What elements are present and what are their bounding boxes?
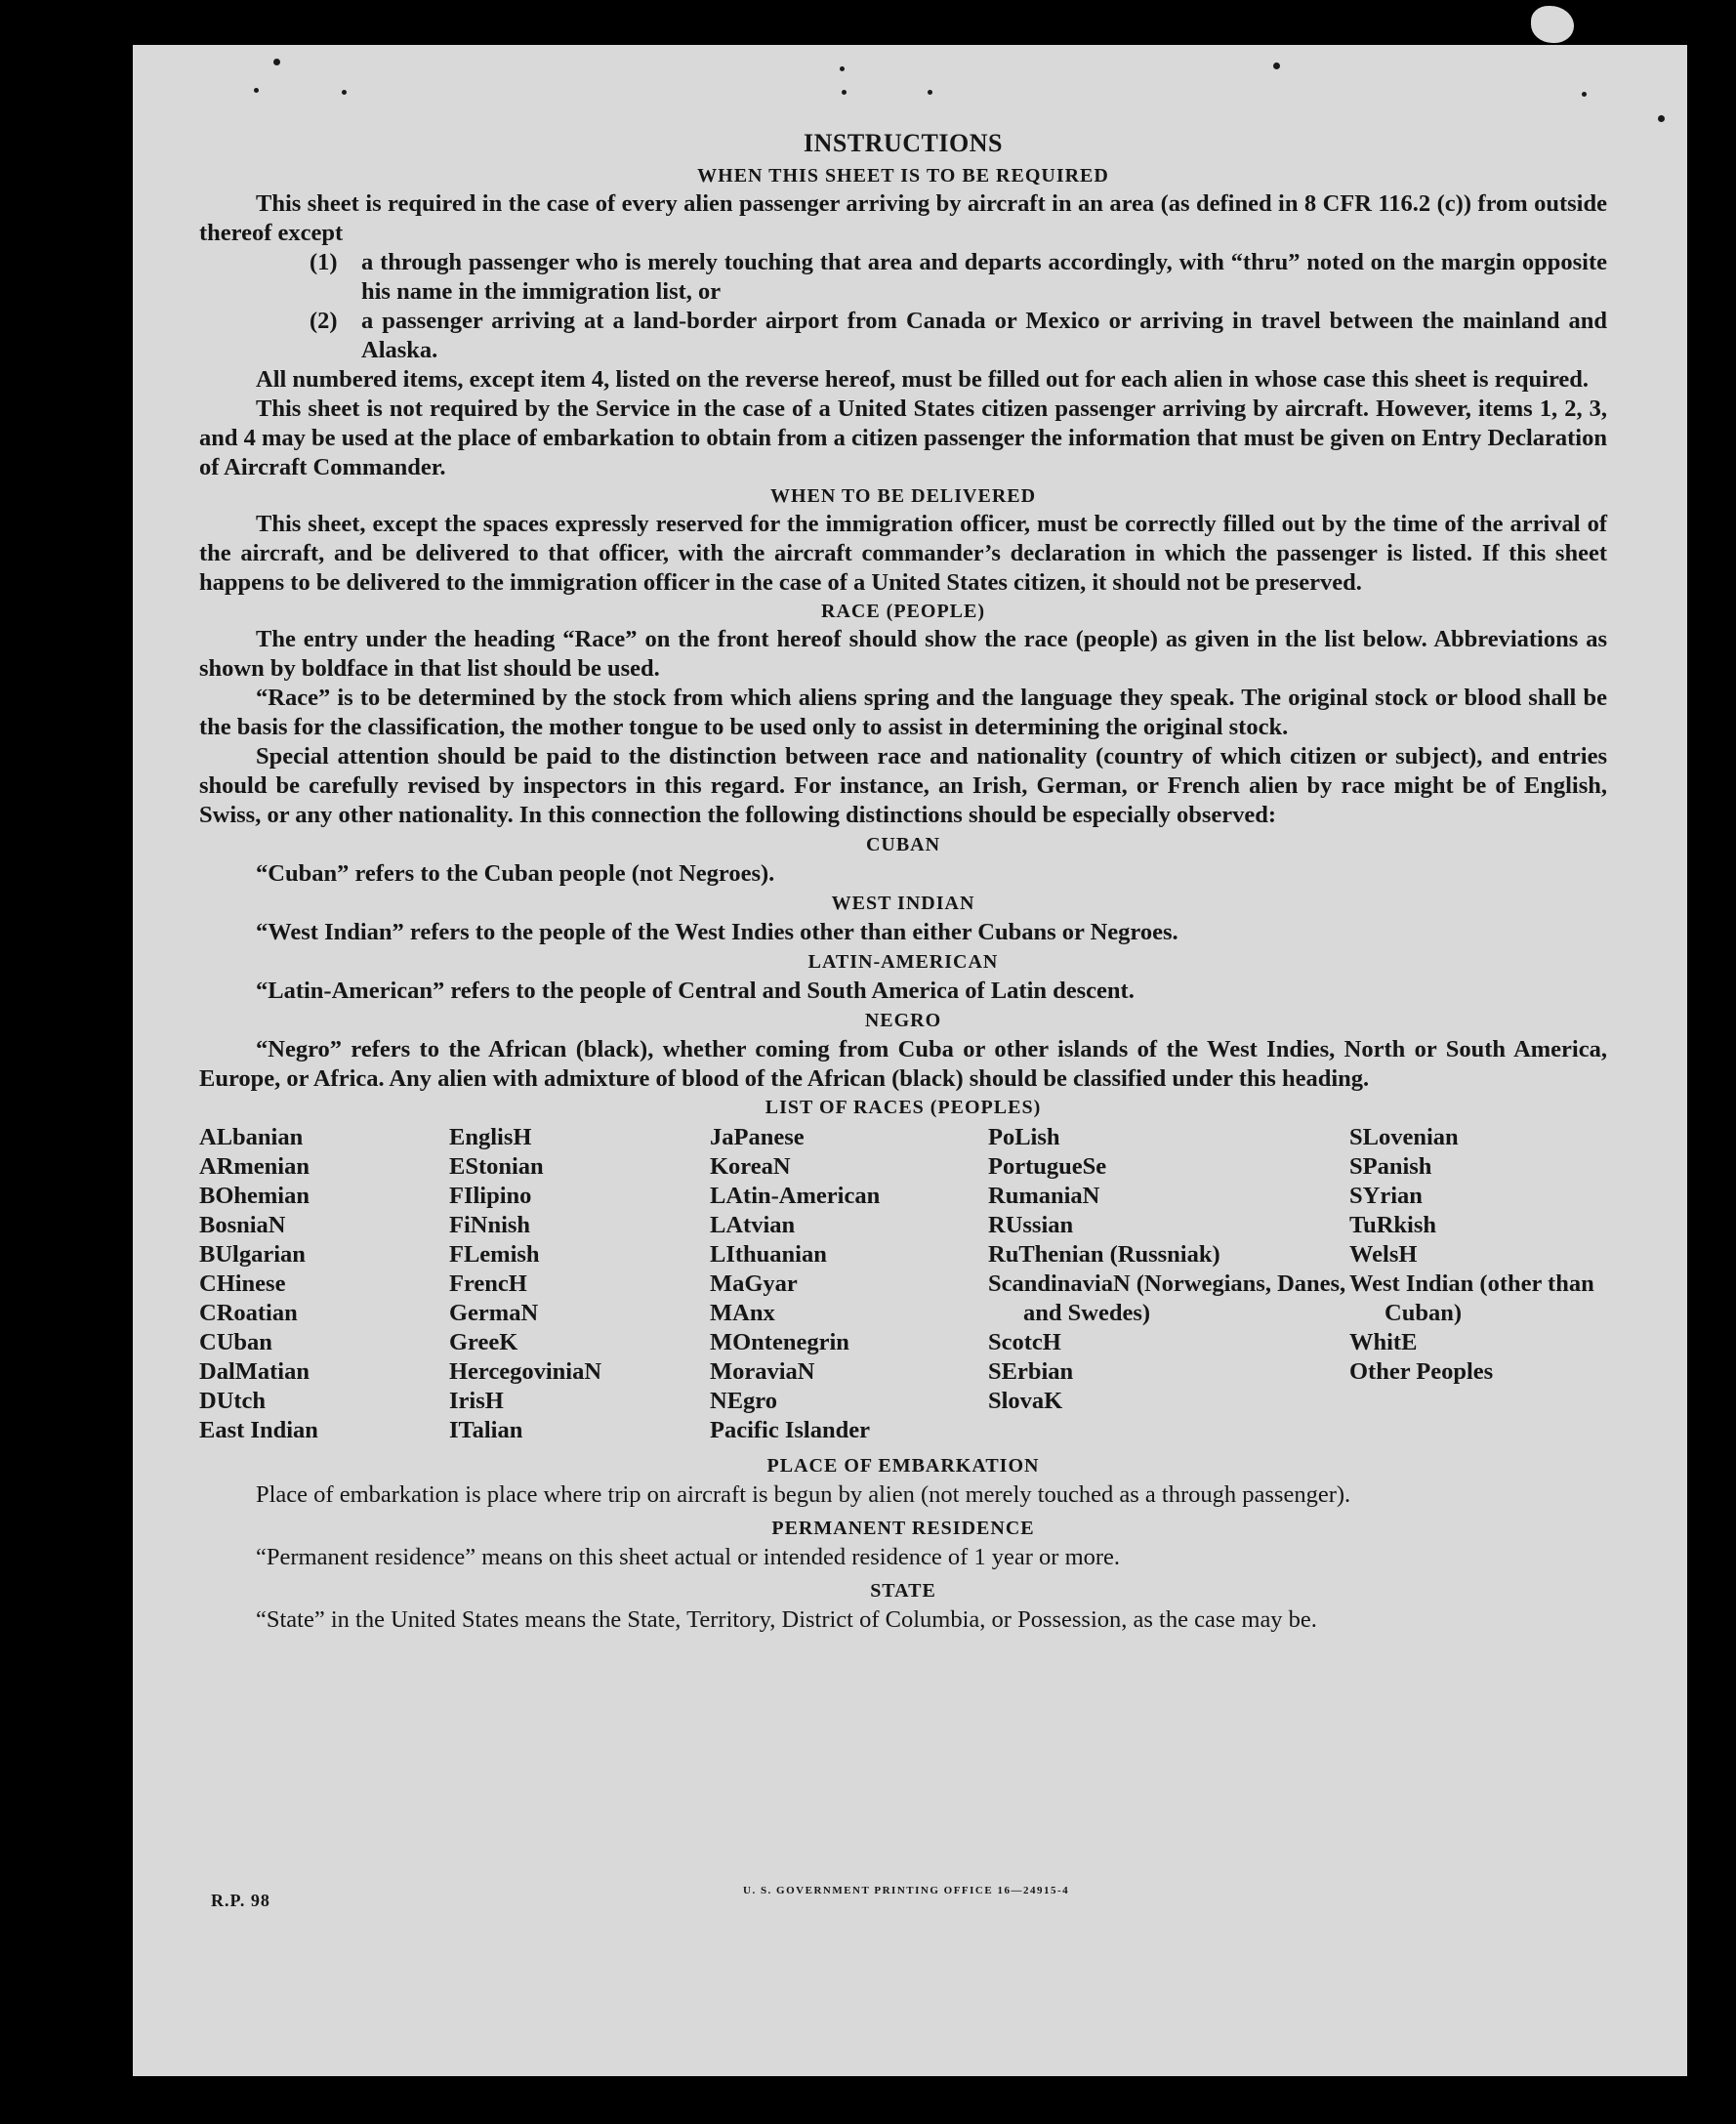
race-entry: SlovaK: [988, 1388, 1063, 1414]
speck-mark: [842, 90, 847, 95]
cuban-definition: “Cuban” refers to the Cuban people (not Negroes).: [256, 860, 775, 887]
race-entry: West Indian (other than Cuban): [1349, 1270, 1594, 1326]
race-entry: SLovenian: [1349, 1124, 1459, 1150]
race-entry: SErbian: [988, 1358, 1074, 1385]
speck-mark: [840, 66, 845, 71]
negro-definition: “Negro” refers to the African (black), whether coming from Cuba or other islands of the West Indies, North or South America, Europe, or Africa. Any alien with admixture of blood of the African (black) should be classified under this heading.: [199, 1036, 1607, 1092]
race-entry: JaPanese: [710, 1124, 805, 1150]
race-entry: IrisH: [449, 1388, 504, 1414]
race-entry: WhitE: [1349, 1329, 1418, 1355]
race-entry: East Indian: [199, 1417, 318, 1443]
section-heading-delivered: WHEN TO BE DELIVERED: [769, 485, 1037, 507]
race-entry: RUssian: [988, 1212, 1074, 1238]
race-entry: Other Peoples: [1349, 1358, 1494, 1385]
race-paragraph-2: “Race” is to be determined by the stock from which aliens spring and the language they speak. The original stock or blood shall be the basis for the classification, the mother tongue to be used only to assist in determining the original stock.: [199, 685, 1607, 740]
race-entry: RuThenian (Russniak): [988, 1241, 1220, 1268]
race-entry: DalMatian: [199, 1358, 310, 1385]
section-heading-cuban: CUBAN: [865, 834, 941, 855]
paper-scrap: [1531, 6, 1574, 43]
race-entry: ARmenian: [199, 1153, 310, 1180]
race-column-2: [449, 1123, 710, 1445]
race-entry: CUban: [199, 1329, 272, 1355]
section-heading-latin-american: LATIN-AMERICAN: [807, 951, 999, 973]
section-heading-embarkation: PLACE OF EMBARKATION: [766, 1455, 1040, 1477]
race-entry: NEgro: [710, 1388, 777, 1414]
west-indian-definition: “West Indian” refers to the people of the West Indies other than either Cubans or Negroes.: [256, 919, 1178, 945]
speck-mark: [1658, 115, 1665, 122]
section-heading-residence: PERMANENT RESIDENCE: [771, 1518, 1035, 1539]
race-entry: SPanish: [1349, 1153, 1432, 1180]
race-entry: FLemish: [449, 1241, 540, 1268]
document-page: [133, 45, 1687, 2076]
page-title: INSTRUCTIONS: [804, 129, 1003, 157]
section-heading-race: RACE (PEOPLE): [821, 601, 985, 622]
exception-item-1: [199, 248, 1607, 307]
race-column-3: [710, 1123, 988, 1445]
section-heading-negro: NEGRO: [864, 1010, 942, 1031]
race-entry: ALbanian: [199, 1124, 304, 1150]
race-entry: FrencH: [449, 1270, 527, 1297]
race-entry: SYrian: [1349, 1183, 1423, 1209]
race-list: [199, 1123, 1607, 1445]
section-heading-state: STATE: [870, 1580, 936, 1602]
race-column-5: [1349, 1123, 1607, 1445]
printing-office-imprint: U. S. GOVERNMENT PRINTING OFFICE 16—24915-4: [743, 1885, 1070, 1896]
speck-mark: [928, 90, 932, 95]
residence-definition: “Permanent residence” means on this sheet actual or intended residence of 1 year or more.: [256, 1544, 1121, 1570]
race-entry: MOntenegrin: [710, 1329, 849, 1355]
race-paragraph-3: Special attention should be paid to the distinction between race and nationality (country of which citizen or subject), and entries should be carefully revised by inspectors in this regard. For instance, an Irish, German, or French alien by race might be of English, Swiss, or any other nationality. In this connection the following distinctions should be especially observed:: [199, 743, 1607, 828]
race-entry: FiNnish: [449, 1212, 531, 1238]
race-entry: MAnx: [710, 1300, 775, 1326]
latin-american-definition: “Latin-American” refers to the people of Central and South America of Latin descent.: [256, 978, 1135, 1004]
speck-mark: [342, 90, 347, 95]
race-entry: BosniaN: [199, 1212, 286, 1238]
race-entry: CRoatian: [199, 1300, 298, 1326]
exception-item-2: [199, 307, 1607, 365]
delivered-paragraph: This sheet, except the spaces expressly reserved for the immigration officer, must be correctly filled out by the time of the arrival of the aircraft, and be delivered to that officer, with the aircraft commander’s declaration in which the passenger is listed. If this sheet happens to be delivered to the immigration officer in the case of a United States citizen, it should not be preserved.: [199, 511, 1607, 596]
race-entry: HercegoviniaN: [449, 1358, 602, 1385]
race-entry: PoLish: [988, 1124, 1060, 1150]
form-number: R.P. 98: [211, 1891, 270, 1910]
race-entry: EnglisH: [449, 1124, 532, 1150]
speck-mark: [254, 88, 259, 93]
section-heading-race-list: LIST OF RACES (PEOPLES): [765, 1097, 1042, 1118]
item-text: a through passenger who is merely touching that area and departs accordingly, with “thru” noted on the margin opposite his name in the immigration list, or: [361, 249, 1607, 305]
race-entry: LAtvian: [710, 1212, 796, 1238]
race-column-1: [199, 1123, 449, 1445]
race-entry: RumaniaN: [988, 1183, 1100, 1209]
race-entry: WelsH: [1349, 1241, 1418, 1268]
embarkation-definition: Place of embarkation is place where trip on aircraft is begun by alien (not merely touched as a through passenger).: [256, 1481, 1351, 1508]
race-entry: PortugueSe: [988, 1153, 1107, 1180]
required-paragraph: This sheet is required in the case of every alien passenger arriving by aircraft in an area (as defined in 8 CFR 116.2 (c)) from outside thereof except: [199, 190, 1607, 246]
race-paragraph-1: The entry under the heading “Race” on the front hereof should show the race (people) as given in the list below. Abbreviations as shown by boldface in that list should be used.: [199, 626, 1607, 682]
race-entry: Pacific Islander: [710, 1417, 870, 1443]
race-entry: TuRkish: [1349, 1212, 1437, 1238]
speck-mark: [273, 59, 280, 65]
race-entry: MoraviaN: [710, 1358, 815, 1385]
race-entry: ITalian: [449, 1417, 523, 1443]
citizen-paragraph: This sheet is not required by the Service in the case of a United States citizen passenger arriving by aircraft. However, items 1, 2, 3, and 4 may be used at the place of embarkation to obtain from a citizen passenger the information that must be given on Entry Declaration of Aircraft Commander.: [199, 396, 1607, 480]
race-entry: FIlipino: [449, 1183, 532, 1209]
race-entry: LIthuanian: [710, 1241, 827, 1268]
race-entry: CHinese: [199, 1270, 286, 1297]
race-column-4: [988, 1123, 1349, 1445]
item-text: a passenger arriving at a land-border airport from Canada or Mexico or arriving in travel between the mainland and Alaska.: [361, 308, 1607, 363]
section-heading-required: WHEN THIS SHEET IS TO BE REQUIRED: [697, 165, 1109, 187]
speck-mark: [1582, 92, 1587, 97]
race-entry: KoreaN: [710, 1153, 791, 1180]
speck-mark: [1273, 62, 1280, 69]
numbered-items-paragraph: All numbered items, except item 4, listed on the reverse hereof, must be filled out for each alien in whose case this sheet is required.: [256, 366, 1590, 393]
instructions-body: [199, 129, 1607, 1635]
race-entry: GreeK: [449, 1329, 518, 1355]
state-definition: “State” in the United States means the State, Territory, District of Columbia, or Possession, as the case may be.: [256, 1606, 1317, 1633]
item-number: (1): [310, 249, 338, 275]
race-entry: LAtin-American: [710, 1183, 881, 1209]
race-entry: GermaN: [449, 1300, 539, 1326]
race-entry: BOhemian: [199, 1183, 310, 1209]
race-entry: MaGyar: [710, 1270, 798, 1297]
section-heading-west-indian: WEST INDIAN: [831, 893, 975, 914]
race-entry: EStonian: [449, 1153, 544, 1180]
race-entry: ScandinaviaN (Norwegians, Danes, and Swedes): [988, 1270, 1346, 1326]
race-entry: ScotcH: [988, 1329, 1061, 1355]
race-entry: DUtch: [199, 1388, 267, 1414]
race-entry: BUlgarian: [199, 1241, 306, 1268]
item-number: (2): [310, 308, 338, 334]
